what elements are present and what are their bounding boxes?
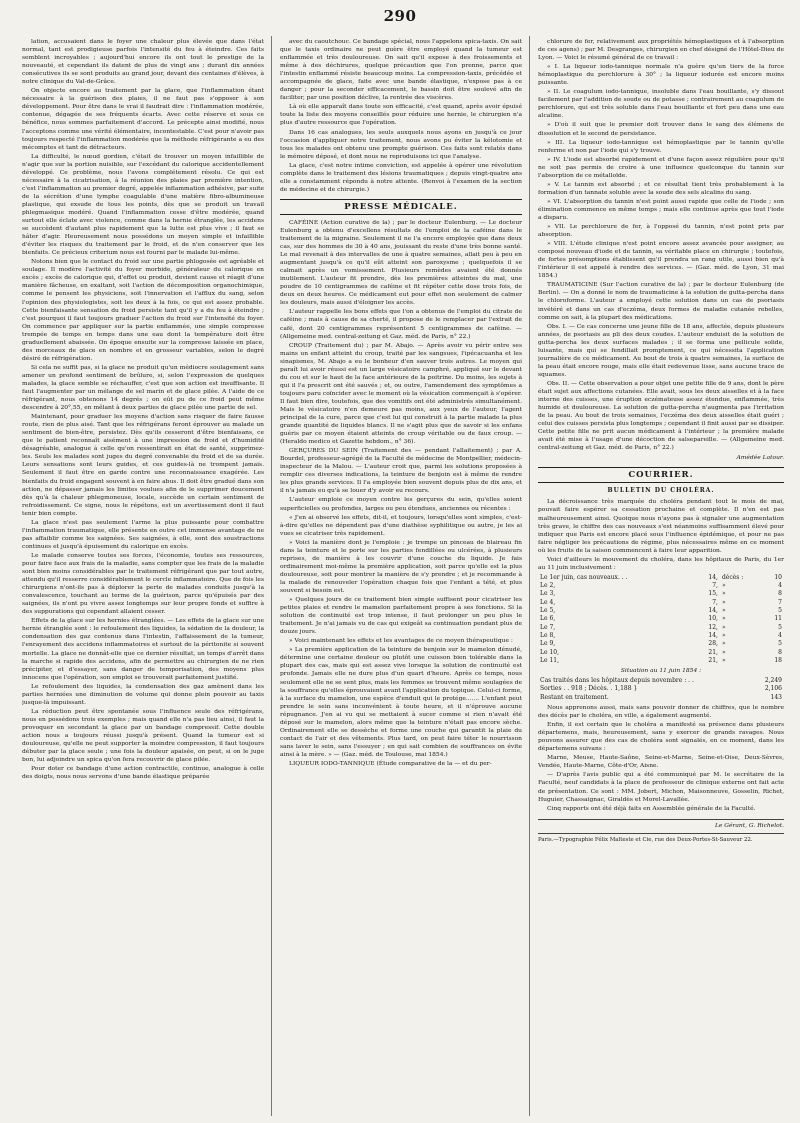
paragraph: CAFÉINE (Action curative de la) ; par le docteur Eulenburg. — Le docteur Eulenburg a obtenu d'excellens résultats de l'emploi de la caféine dans le traitement de la migraine. Seulement il ne l'a encore employée que dans deux cas, sur des hommes de 30 à 40 ans, jouissant du reste d'une très bonne santé. Le mal revenait à des intervalles de une à quatre semaines, allait peu à peu en augmentant jusqu'à ce qu'il eût atteint son paroxysme ; quelquefois il se calmait après un vomissement. Plusieurs remèdes avaient été donnés inutilement. L'auteur fit prendre, dès les premières atteintes du mal, une poudre de 10 centigrammes de caféine et fit répéter cette dose trois fois, de deux en deux heures. Ce médicament eut pour effet non seulement de calmer les douleurs, mais aussi d'éloigner les accès. (280, 218, 522, 307)
paragraph: « I. La liqueur iodo-tannique normale n'a guère qu'un tiers de la force hémoplastique du perchlorure à 30° ; la liqueur iodurée est encore moins puissante. (538, 63, 784, 87)
cell-label: Cas traités dans les hôpitaux depuis novembre : . . (540, 677, 694, 685)
paragraph: La réduction peut être spontanée sous l'influence seule des réfrigérans, nous en possédons trois exemples ; mais quand elle n'a pas lieu ainsi, il faut la provoquer en secondant la glace par un bandage compressif. Cette double action nous a toujours réussi jusqu'à présent. Quand la tumeur est si douloureuse, qu'elle ne peut supporter la moindre compression, il faut toujours débuter par la glace seule ; une fois la douleur apaisée, on peut, si on le juge bon, lui adjoindre un spica qu'on fera recouvrir de glace pilée. (22, 707, 264, 764)
cell-label: décès : (721, 573, 744, 581)
presse-paragraphs (280, 219, 522, 768)
cell-cas: 14, (708, 573, 718, 581)
paragraph: » VI. L'absorption du tannin n'est point aussi rapide que celle de l'iode ; son élimination commence en même temps ; mais elle continue après que tout l'iode a disparu. (538, 197, 784, 221)
table-row (538, 640, 784, 648)
table-row (538, 657, 784, 665)
paragraph: lation, accusaient dans le foyer une chaleur plus élevée que dans l'état normal, tant est prodigieuse parfois l'intensité du feu à éteindre. Ces faits semblent incroyables ; aujourd'hui encore ils ont tout le prestige de la nouveauté, et cependant ils datent de plus de vingt ans ; durant dix années consécutives ils se sont produits au grand jour, devant des centaines d'élèves, à notre clinique du Val-de-Grâce. (22, 38, 264, 86)
paragraph: « J'en ai observé les effets, dit-il, et toujours, lorsqu'elles sont simples, c'est-à-dire qu'elles ne dépendent pas d'une diathèse syphilitique ou autre, je les ai vues se cicatriser très rapidement. (280, 513, 522, 537)
cholera-table (538, 574, 784, 665)
cell-deces: 5 (778, 623, 782, 631)
paragraph: Marne, Meuse, Haute-Saône, Seine-et-Marne, Seine-et-Oise, Deux-Sèvres, Vendée, Haute-Marne, Côte-d'Or, Aisne. (538, 754, 784, 770)
paragraph: TRAUMATICINE (Sur l'action curative de la) ; par le docteur Eulenburg (de Berlin). — On a donné le nom de traumaticine à la solution de gutta-percha dans le chloroforme. L'auteur a employé cette solution dans un cas de psoriasis invétéré et dans un cas d'eczéma, deux formes de maladie cutanée rebelles, comme on sait, à la plupart des médications. (538, 281, 784, 321)
paragraph: » VIII. L'étude clinique n'est point encore assez avancée pour assigner, au composé nouveau d'iode et de tannin, sa véritable place en chirurgie ; toutefois, de fortes présomptions établissent qu'il prendra un rang utile, aussi bien qu'à l'intérieur il est appelé à rendre des services. — (Gaz. méd. de Lyon, 31 mai 1854.) (538, 240, 784, 280)
signature: Amédée Latour. (736, 454, 784, 462)
paragraph: » VII. Le perchlorure de fer, à l'opposé du tannin, n'est point pris par absorption. (538, 223, 784, 239)
cell-label: » (721, 648, 726, 656)
cell-day: Le 9, (540, 640, 556, 648)
column-rule (271, 36, 272, 1116)
cell-label: » (721, 631, 726, 639)
paragraph: Cinq rapports ont été déjà faits en Assemblée générale de la Faculté. (547, 804, 756, 812)
page-number: 290 (383, 7, 417, 25)
cell-label: » (721, 590, 726, 598)
cell-label: » (721, 640, 726, 648)
paragraph: Le refoulement des liquides, la condensation des gaz amènent dans les parties herniées une diminution de volume qui donne plein pouvoir au taxis jusque-là impuissant. (22, 682, 264, 706)
cell-label: » (721, 623, 726, 631)
cell-deces: 8 (778, 648, 782, 656)
cell-deces: 4 (778, 582, 782, 590)
cell-day: Le 3, (540, 590, 556, 598)
paragraph: Pour doter ce bandage d'une action contractile, continue, analogue à celle des doigts, nous nous servons d'une bande élastique préparée (22, 765, 264, 781)
paragraph: Nous apprenons aussi, mais sans pouvoir donner de chiffres, que le nombre des décès par le choléra, en ville, a également augmenté. (538, 704, 784, 720)
paragraph: » II. Le coagulum iodo-tannique, insoluble dans l'eau bouillante, s'y dissout facilement par l'addition de soude ou de potasse ; contrairement au coagulum de perchlorure, qui est très soluble dans l'eau bouillante et fort peu dans une eau alcaline. (538, 88, 784, 120)
paragraph: CROUP (Traitement du) ; par M. Abajo. — Après avoir vu périr entre ses mains un enfant atteint du croup, traité par les sangsues, l'ipécacuanha et les sinapismes, M. Abajo a eu le bonheur d'en sauver trois autres. Le moyen qui paraît lui avoir réussi est un large vésicatoire camphré, appliqué sur le devant du cou et sur le haut de la face antérieure de la poitrine. Du moins, les sujets à qui il l'a prescrit ont été sauvés ; et, ou outre, l'amendement des symptômes a toujours paru coïncider avec le moment où la vésication commençait à s'opérer. Il faut bien dire, toutefois, que des vomitifs ont été administrés simultanément. Mais le vésicatoire n'en demeure pas moins, aux yeux de l'auteur, l'agent principal de la cure, parce que c'est lui qui construit à la partie malade la plus grande quantité de liquides blancs. Il ne s'agit plus que de savoir si les enfans guéris par ce moyen étaient atteints de croup véritable ou de faux croup. — (Heraldo medico et Gazette hebdom., n° 36). (280, 341, 522, 446)
table-row (538, 649, 784, 657)
paragraph: Notons bien que le contact du froid sur une partie phlogosée est agréable et soulage. Il modère l'activité du foyer morbide, générateur du calorique en excès ; excès de calorique qui, d'effet ou produit, devient cause et réagit d'une manière fâcheuse, en exaltant, soit l'action de décomposition organochimique, comme le pensent les physiciens, soit l'innervation et l'afflux du sang, selon l'opinion des physiologistes, soit les deux à la fois, ce qui est assez probable. Cette bienfaisante sensation du froid persiste tant qu'il y a du feu à éteindre ; c'est pourquoi il faut toujours graduer l'action du froid sur l'intensité du foyer. On commence par appliquer sur la partie enflammée, une simple compresse trempée de temps en temps dans une eau dont la température doit être graduellement abaissée. On époque ensuite sur la compresse laissée en place, des morceaux de glace en nombre et en grosseur variables, selon le degré désiré de réfrigération. (22, 258, 264, 362)
cell-deces: 4 (778, 631, 782, 639)
paragraph: Obs. I. — Ce cas concerne une jeune fille de 18 ans, affectée, depuis plusieurs années, de psoriasis au pli des deux coudes. L'auteur enduisit de la solution de gutta-percha les deux surfaces malades ; il se forma une pellicule solide, luisante, mais qui se fendillait promptement, ce qui nécessita l'application journalière de ce médicament. Au bout de trois à quatre semaines, la surface de la peau était encore rouge, mais elle était redevenue lisse, sans aucune trace de squames. (538, 322, 784, 378)
cell-day: Le 11, (540, 656, 559, 664)
cell-day: Le 7, (540, 623, 556, 631)
cell-day: Le 2, (540, 582, 556, 590)
paragraph: Voici d'ailleurs le mouvement du choléra, dans les hôpitaux de Paris, du 1er au 11 juin inclusivement : (538, 555, 784, 571)
paragraph: » IV. L'iode est absorbé rapidement et d'une façon assez régulière pour qu'il ne soit pas permis de croire à une influence quelconque du tannin sur l'absorption de ce métalloïde. (538, 155, 784, 179)
cell-value: 2,106 (764, 685, 782, 693)
paragraph: chlorure de fer, relativement aux propriétés hémoplastiques et à l'absorption de ces agens) ; par M. Desgranges, chirurgien en chef désigné de l'Hôtel-Dieu de Lyon. — Voici le résumé général de ce travail : (538, 38, 784, 62)
table-row (538, 574, 784, 582)
cell-label: » (721, 607, 726, 615)
section-title-courrier: COURRIER. (538, 467, 784, 483)
paragraph: avec du caoutchouc. Ce bandage spécial, nous l'appelons spica-taxis. On sait que le taxis ordinaire ne peut guère être employé quand la tumeur est enflammée et très douloureuse. On sait qu'il expose à des froissements et même à des déchirures, quelque précaution que l'on prenne, parce que l'intestin enflammé résiste beaucoup moins. La compression-taxis, précédée et accompagnée de glace, faite avec une bande élastique, n'expose pas à ce danger ; pour la seconder efficacement, le bassin doit être soulevé afin de faciliter, par une position déclive, la rentrée des viscères. (280, 38, 522, 102)
column-right (538, 38, 784, 1118)
presse-paragraphs (538, 38, 784, 452)
cell-cas: 12, (708, 623, 718, 631)
paragraph: GERÇURES DU SEIN (Traitement des — pendant l'allaitement) ; par A. Bourdel, professeur-agrégé de la Faculté de médecine de Montpellier, médecin-inspecteur de la Malou. — L'auteur croit que, parmi les solutions proposées à remplir ces diverses indications, la teinture de benjoin est à même de rendre les plus grands services. Il l'a employée bien souvent depuis plus de dix ans, et il n'a jamais eu qu'à se louer d'y avoir eu recours. (280, 447, 522, 495)
cell-deces: 11 (774, 615, 782, 623)
cell-cas: 14, (708, 631, 718, 639)
table-row (538, 694, 784, 702)
paragraph: » Voici la manière dont je l'emploie : je trempe un pinceau de blaireau fin dans la teinture et le porte sur les parties fendillées ou ulcérées, à plusieurs reprises, de manière à les couvrir d'une couche du liquide. Je fais ordinairement moi-même la première application, soit parce qu'elle est la plus douloureuse, soit pour montrer la manière de s'y prendre ; et je recommande à la malade de renouveler l'opération chaque fois que l'enfant a tété, et plus souvent si besoin est. (280, 538, 522, 594)
cell-label: Restant en traitement. (540, 693, 609, 701)
cell-cas: 21, (708, 656, 718, 664)
situation-table (538, 677, 784, 702)
cell-label: » (721, 598, 726, 606)
column-rule (529, 36, 530, 1116)
paragraph: Effets de la glace sur les hernies étranglées. — Les effets de la glace sur une hernie étranglée sont : le refoulement des liquides, la sédation de la douleur, la condensation des gaz contenus dans l'intestin, l'affaissement de la tumeur, l'enrayement des accidens inflammatoires et surtout de la péritonite si souvent mortelle. La glace ne donnât-elle que ce dernier résultat, un temps d'arrêt dans la marche si rapide des accidens, afin de permettre au chirurgien de ne rien précipiter, et d'essayer, sans danger de temporisation, des moyens plus innocens que l'opération, son emploi se trouverait parfaitement justifié. (22, 617, 264, 681)
cell-cas: 7, (712, 598, 718, 606)
table-row (538, 615, 784, 623)
paragraph: L'auteur emploie ce moyen contre les gerçures du sein, qu'elles soient superficielles ou profondes, larges ou peu étendues, anciennes ou récentes : (280, 496, 522, 512)
cell-cas: 7, (712, 582, 718, 590)
cell-deces: 10 (774, 573, 782, 581)
column-middle (280, 38, 522, 1118)
cell-deces: 8 (778, 590, 782, 598)
paragraph: La glace n'est pas seulement l'arme la plus puissante pour combattre l'inflammation traumatique, elle présente en outre cet immense avantage de ne pas affaiblir comme les saignées. Ses saignées, à elle, sont des soustractions continues et jusqu'à épuisement du calorique en excès. (22, 518, 264, 550)
paragraph: L'auteur rappelle les bons effets que l'on a obtenus de l'emploi du citrate de caféine ; mais à cause de sa cherté, il propose de le remplacer par l'extrait de café, dont 20 centigrammes représentent 5 centigrammes de caféine. — (Allgemeine med. central-zeitung et Gaz. méd. de Paris, n° 22.) (280, 308, 522, 340)
paragraph: Enfin, il est certain que le choléra a manifesté sa présence dans plusieurs départemens, mais, heureusement, sans y exercer de grands ravages. Nous pouvons assurer que des cas de choléra sont signalés, en ce moment, dans les départemens suivans : (538, 721, 784, 753)
cell-day: Le 1er juin, cas nouveaux. . . (540, 573, 628, 581)
paragraph: Obs. II. — Cette observation a pour objet une petite fille de 9 ans, dont le père était sujet aux affections cutanées. Elle avait, sous les deux aisselles et à la face interne des cuisses, une éruption eczémateuse assez étendue, enflammée, très humide et douloureuse. La solution de gutta-percha n'augmenta pas l'irritation de la peau. Au bout de trois semaines, l'eczéma des deux aisselles était guéri ; celui des cuisses persista plus longtemps ; cependant il finit aussi par se dissiper. Cette petite fille ne prit aucun médicament à l'intérieur ; la première malade avait été mise à l'usage d'une décoction de salsepareille. — (Allgemeine med. central-zeitung et Gaz. méd. de Paris, n° 22.) (538, 379, 784, 452)
cell-cas: 10, (708, 615, 718, 623)
paragraph: » III. La liqueur iodo-tannique est hémoplastique par le tannin qu'elle renferme et non par l'iode qui s'y trouve. (538, 138, 784, 154)
paragraph: La décroissance très marquée du choléra pendant tout le mois de mai, pouvait faire espérer sa cessation prochaine et complète. Il n'en est pas malheureusement ainsi. Quoique nous n'ayons pas à signaler une augmentation très grave, le chiffre des cas nouveaux s'est néanmoins suffisamment élevé pour indiquer que Paris est encore placé sous l'influence épidémique, et pour ne pas faire négliger les précautions de régime, plus nécessaires même en ce moment où les fruits de la saison commencent à faire leur apparition. (538, 498, 784, 554)
cell-label: » (721, 615, 726, 623)
cell-deces: 7 (778, 598, 782, 606)
table-row (538, 590, 784, 598)
cell-value: 143 (770, 693, 782, 701)
paragraph: Maintenant, pour graduer les moyens d'action sans risquer de faire fausse route, rien de plus aisé. Tant que les réfrigérans feront éprouver au malade un sentiment de bien-être, persistez. Dès qu'ils cesseront d'être bienfaisans, ce que le patient reconnaît aisément à une impression de froid et d'humidité désagréable, analogue à celle qu'on ressentirait en état de santé, supprimez-les. Seuls les malades sont juges du degré convenable du froid et de sa durée. Leurs sensations sont leurs guides, et ces guides-là ne trompent jamais. Seulement il faut être en garde contre une reconnaissance exagérée. Les bienfaits du froid engagent souvent à en faire abus. Il doit être gradué dans son action, ne dépasser jamais les limites voulues afin de le supprimer doucement dès qu'à la chaleur phlegmoneuse, locale, succède un certain sentiment de refroidissement. Ce signe, nous le répétons, est un avertissement dont il faut tenir bien compte. (22, 413, 264, 517)
bulletin-title: BULLETIN DU CHOLÉRA. (607, 487, 715, 495)
table-row (538, 677, 784, 685)
bulletin-paragraphs (538, 498, 784, 571)
cell-value: 2,249 (764, 677, 782, 685)
cell-day: Le 10, (540, 648, 559, 656)
cell-label: » (721, 582, 726, 590)
cell-label: » (721, 656, 726, 664)
paragraph: Là où elle apparaît dans toute son efficacité, c'est quand, après avoir épuisé toute la liste des moyens conseillés pour réduire une hernie, le chirurgien n'a plus d'autre ressource que l'opération. (280, 103, 522, 127)
paragraph: » Voici maintenant les effets et les avantages de ce moyen thérapeutique : (289, 637, 513, 645)
cell-day: Le 8, (540, 631, 556, 639)
table-row (538, 582, 784, 590)
paragraph: Le malade conserve toutes ses forces, l'économie, toutes ses ressources, pour faire face aux frais de la maladie, sans compter que les frais de la maladie sont bien moins considérables par le traitement réfrigérant que par tout autre, attendu qu'il resserre considérablement le cercle inflammatoire. Que de fois les chirurgiens n'ont-ils pas à déplorer la perte de malades conduits jusqu'à la convalescence, touchant au terme de la guérison, parce qu'épuisés par des saignées, ils n'ont pu vivre assez longtemps sur leur propre fonds et suffire à des suppurations qui cependant allaient cesser. (22, 551, 264, 616)
paragraph: La glace, c'est notre intime conviction, est appelée à opérer une révolution complète dans le traitement des lésions traumatiques ; depuis vingt-quatre ans elle a constamment répondu à notre attente. (Renvoi à l'examen de la section de médecine et de chirurgie.) (280, 161, 522, 193)
cell-cas: 21, (708, 648, 718, 656)
cell-label: Sorties . . 918 ; Décès. . 1,188 } (540, 685, 638, 693)
cell-day: Le 6, (540, 615, 556, 623)
table-row (538, 599, 784, 607)
table-row (538, 607, 784, 615)
section-title-presse: PRESSE MÉDICALE. (280, 199, 522, 215)
paragraph: » La première application de la teinture de benjoin sur le mamelon dénudé, détermine une certaine douleur ou plutôt une cuisson bien tolérable dans la plupart des cas, mais qui est assez vive lorsque la solution de continuité est profonde. Jamais elle ne dure plus d'un quart d'heure. Après ce temps, nous seulement elle ne se sent plus, mais les femmes se trouvent même soulagées de la souffrance qu'elles éprouvaient avant l'application du topique. Celui-ci forme, à la surface du mamelon, une espèce d'enduit qui le protége....... L'enfant peut prendre le sein sans inconvénient à toute heure, et il n'éprouve aucune répugnance. J'en ai vu qui se mettaient à sucer comme si rien n'avait été déposé sur le mamelon, alors même que la teinture n'était pas encore sèche. Ordinairement elle se dessèche et forme une couche qui garantit la plaie du contact de l'air et des vêtements. Plus tard, on peut faire téter le nourrisson sans laver le sein, sans l'essuyer ; en qui sait combien de souffrances on évite ainsi à la mère. » — (Gaz. méd. de Toulouse, mai 1854.) (280, 646, 522, 758)
paragraph: » V. Le tannin est absorbé ; et ce résultat tient très probablement à la formation d'un tannate soluble avec la soude des sels alcalins du sang. (538, 180, 784, 196)
paragraph: — D'après l'avis public qui a été communiqué par M. le secrétaire de la Faculté, neuf candidats à la place de professeur de clinique externe ont fait acte de présentation. Ce sont : MM. Jobert, Michon, Maisonneuve, Gosselin, Richet, Huguier, Chassaignac, Giraldès et Morel-Lavallée. (538, 771, 784, 803)
cell-deces: 18 (774, 656, 782, 664)
cell-cas: 15, (708, 590, 718, 598)
paragraph: On objecte encore au traitement par la glace, que l'inflammation étant nécessaire à la guérison des plaies, il ne faut pas s'opposer à son développement. Pour être dans le vrai il faudrait dire : l'inflammation modérée, contenue, dégagée de ses fréquents écarts. Avec cette réserve et sous ce bénéfice, nous sommes parfaitement d'accord. Le précepte ainsi modifié, nous l'acceptons comme une vérité élémentaire, incontestable. C'est pour n'avoir pas toujours respecté l'inflammation modérée que la méthode réfrigérante a eu des mécomptes et tant de détracteurs. (22, 87, 264, 151)
cell-day: Le 5, (540, 607, 556, 615)
paragraph: La difficulté, le nœud gordien, c'était de trouver un moyen infaillible de n'agir que sur la portion nuisible, sur l'excédant du calorique accidentellement développé. Ce problème, nous l'avons complétement résolu. Ce qui est nécessaire à la cicatrisation, à la réunion des plaies par première intention, c'est l'inflammation au premier degré, appelée inflammation adhésive, par suite de la sécrétion d'une lymphe coagulable d'une matière fibro-albumineuse plastique, qui exsude de tous les points, dès que se produit un travail phlegmasique modéré. Quand l'inflammation cesse d'être modérée, quand surtout elle éclate avec violence, comme dans la hernie étranglée, les accidens se succèdent d'autant plus rapidement que la lutte est plus vive ; il faut se hâter d'agir. Heureusement nous possédons un moyen simple et infaillible d'éviter les risques du traitement par le froid, et de n'en conserver que les bienfaits. Ce précieux criterium nous est fourni par le malade lui-même. (22, 152, 264, 257)
paragraph: LIQUEUR IODO-TANNIQUE (Étude comparative de la — et du per- (289, 759, 492, 767)
table-row (538, 632, 784, 640)
cell-cas: 28, (708, 640, 718, 648)
cell-day: Le 4, (540, 598, 556, 606)
table-row (538, 624, 784, 632)
paragraph: » D'où il suit que le premier doit trouver dans le sang des élémens de dissolution et le second de persistance. (538, 121, 784, 137)
column-left (22, 38, 264, 1118)
situation-heading: Situation au 11 juin 1854 : (620, 667, 702, 675)
cell-deces: 5 (778, 607, 782, 615)
paragraph: Dans 16 cas analogues, les seuls auxquels nous ayons en jusqu'à ce jour l'occasion d'appliquer notre traitement, nous avons pu éviter la kélotomie et tous les malades ont obtenu une prompte guérison. Ces faits sont relatés dans le mémoire déposé, et dont nous ne reproduisons ici que l'analyse. (280, 128, 522, 160)
table-row (538, 685, 784, 693)
cell-deces: 5 (778, 640, 782, 648)
imprint: Paris.—Typographie Félix Malteste et Cie, rue des Deux-Portes-St-Sauveur 22. (538, 833, 784, 844)
cell-cas: 14, (708, 607, 718, 615)
gerant-signature: Le Gérant, G. Richelot. (538, 819, 784, 830)
paragraph: » Quelques jours de ce traitement bien simple suffisent pour cicatriser les petites plaies et rendre le mamelon parfaitement propre à ses fonctions. Si la solution de continuité est trop intense, il faut prolonger un peu plus le traitement. Je n'ai jamais vu de cas qui exigeât sa continuation pendant plus de douze jours. (280, 596, 522, 636)
article-paragraphs (22, 38, 264, 781)
article-paragraphs (280, 38, 522, 194)
paragraph: Si cela ne suffit pas, si la glace ne produit qu'un médiocre soulagement sans amener un profond sentiment de brûlure, si, selon l'expression de quelques malades, la glace semble se réchauffer, c'est que son action est insuffisante. Il faut l'augmenter par un mélange de sel marin et de glace pilée. A l'aide de ce réfrigérant, nous obtenons 14 degrés ; on eût pu de ce froid peut même descendre à 20°,55, en mêlant à deux parties de glace pilée une partie de sel. (22, 363, 264, 412)
courrier-paragraphs (538, 704, 784, 813)
